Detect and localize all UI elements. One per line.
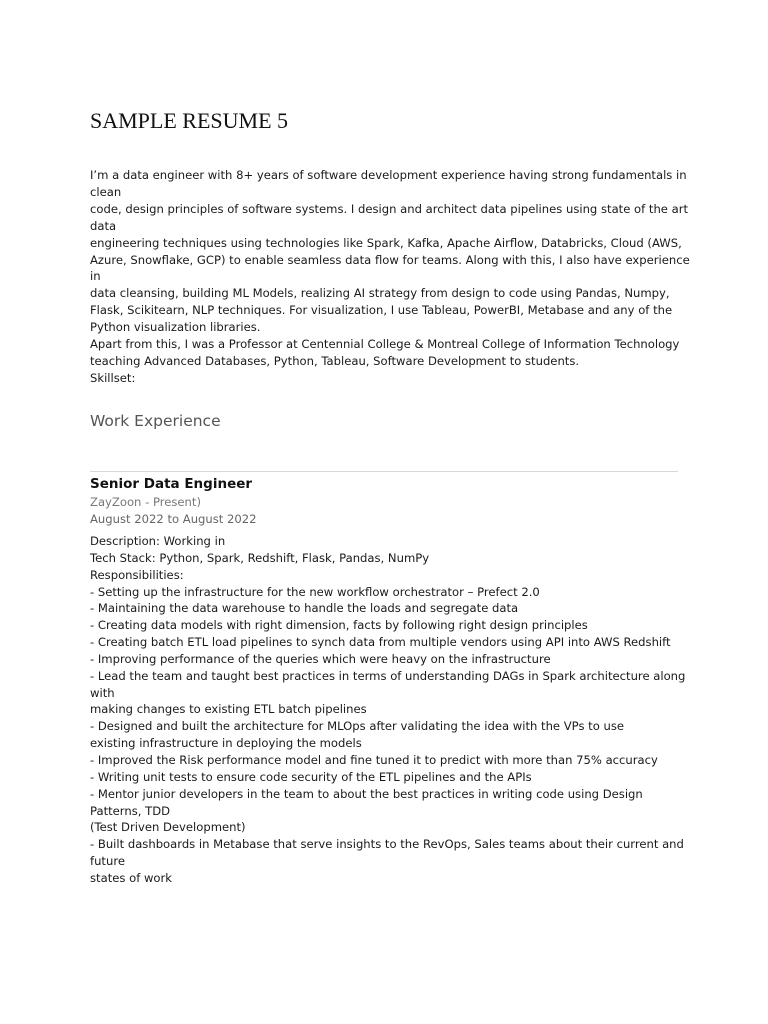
summary-line: Azure, Snowflake, GCP) to enable seamless data flow for teams. Along with this, I also have experience bbox=[90, 252, 690, 267]
responsibility-line: - Designed and built the architecture for MLOps after validating the idea with the VPs to use bbox=[90, 719, 625, 734]
summary-line: in bbox=[90, 269, 101, 284]
section-divider bbox=[90, 471, 678, 472]
responsibility-line: - Built dashboards in Metabase that serve insights to the RevOps, Sales teams about their current and bbox=[90, 837, 684, 852]
job-title: Senior Data Engineer bbox=[90, 476, 253, 492]
summary-line: data cleansing, building ML Models, realizing AI strategy from design to code using Pandas, Numpy, bbox=[90, 286, 670, 301]
responsibility-line: with bbox=[90, 685, 115, 700]
summary-line: teaching Advanced Databases, Python, Tableau, Software Development to students. bbox=[90, 353, 580, 368]
job-description: Description: Working in bbox=[90, 534, 226, 548]
responsibility-line: existing infrastructure in deploying the models bbox=[90, 736, 362, 751]
responsibility-line: - Improved the Risk performance model and fine tuned it to predict with more than 75% accuracy bbox=[90, 752, 658, 767]
responsibility-line: future bbox=[90, 854, 125, 869]
responsibility-line: - Setting up the infrastructure for the new workflow orchestrator – Prefect 2.0 bbox=[90, 584, 540, 599]
job-dates: August 2022 to August 2022 bbox=[90, 512, 257, 526]
summary-line: Apart from this, I was a Professor at Centennial College & Montreal College of Information Technology bbox=[90, 337, 680, 352]
summary-line: code, design principles of software systems. I design and architect data pipelines using state of the art bbox=[90, 201, 689, 216]
responsibility-line: - Mentor junior developers in the team to about the best practices in writing code using Design bbox=[90, 786, 643, 801]
responsibility-line: - Lead the team and taught best practices in terms of understanding DAGs in Spark architecture along bbox=[90, 668, 686, 683]
responsibility-line: - Improving performance of the queries which were heavy on the infrastructure bbox=[90, 651, 551, 666]
job-tech-stack: Tech Stack: Python, Spark, Redshift, Flask, Pandas, NumPy bbox=[90, 550, 430, 565]
summary-line: Python visualization libraries. bbox=[90, 320, 261, 335]
skillset-label: Skillset: bbox=[90, 370, 136, 385]
responsibility-line: making changes to existing ETL batch pipelines bbox=[90, 702, 367, 717]
responsibility-line: - Maintaining the data warehouse to handle the loads and segregate data bbox=[90, 601, 519, 616]
job-company: ZayZoon - Present) bbox=[90, 495, 201, 509]
responsibility-line: - Creating data models with right dimension, facts by following right design principles bbox=[90, 618, 588, 633]
summary-line: Flask, Scikitearn, NLP techniques. For visualization, I use Tableau, PowerBI, Metabase and any of the bbox=[90, 303, 673, 318]
summary-line: engineering techniques using technologies like Spark, Kafka, Apache Airflow, Databricks, Cloud (AWS, bbox=[90, 235, 682, 250]
responsibility-line: (Test Driven Development) bbox=[90, 820, 246, 835]
responsibilities-label: Responsibilities: bbox=[90, 567, 184, 582]
responsibility-line: - Writing unit tests to ensure code security of the ETL pipelines and the APIs bbox=[90, 769, 532, 784]
summary-line: data bbox=[90, 218, 117, 233]
resume-title: SAMPLE RESUME 5 bbox=[90, 108, 289, 133]
responsibility-line: states of work bbox=[90, 870, 173, 885]
job-details bbox=[90, 533, 686, 887]
responsibility-line: Patterns, TDD bbox=[90, 803, 171, 818]
responsibility-line: - Creating batch ETL load pipelines to synch data from multiple vendors using API into AWS Redshift bbox=[90, 635, 671, 650]
summary-line: clean bbox=[90, 184, 122, 199]
summary-paragraph bbox=[90, 167, 690, 387]
work-experience-heading: Work Experience bbox=[90, 412, 221, 430]
summary-line: I’m a data engineer with 8+ years of software development experience having strong fundamentals in bbox=[90, 168, 687, 182]
